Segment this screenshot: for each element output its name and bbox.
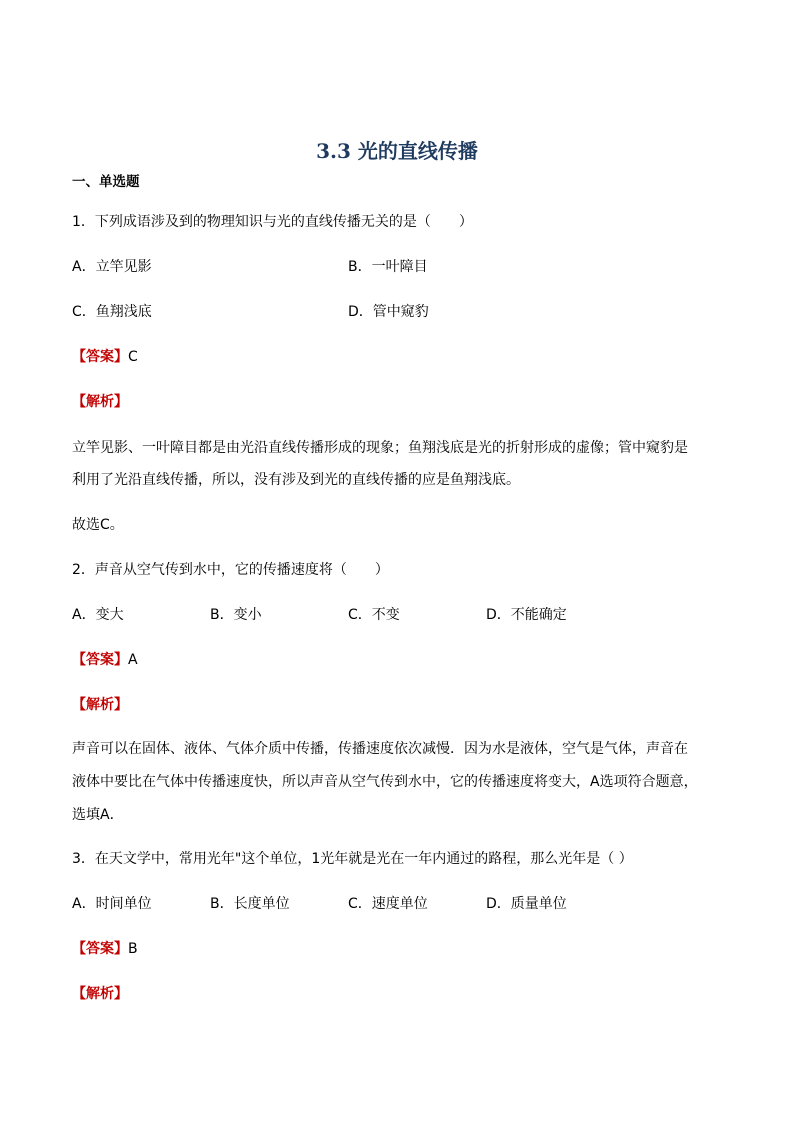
q3-option-d: D．质量单位: [486, 896, 567, 912]
q2-analysis-tag: 【解析】: [72, 697, 128, 713]
q2-answer: [72, 650, 138, 670]
q2-option-d: D．不能确定: [486, 607, 567, 623]
q2-option-b: B．变小: [210, 607, 262, 623]
q1-option-b: B．一叶障目: [348, 259, 428, 275]
question-2-text: 2．声音从空气传到水中，它的传播速度将（ ）: [72, 562, 389, 578]
q1-option-c: C．鱼翔浅底: [72, 304, 152, 320]
q1-answer-value: C: [128, 349, 138, 365]
q2-analysis-line-3: 选填A．: [72, 807, 124, 823]
q1-analysis-line-2: 利用了光沿直线传播，所以，没有涉及到光的直线传播的应是鱼翔浅底。: [72, 472, 520, 488]
q3-option-c: C．速度单位: [348, 896, 428, 912]
q2-analysis-line-1: 声音可以在固体、液体、气体介质中传播，传播速度依次减慢．因为水是液体，空气是气体，声音在: [72, 741, 688, 757]
q3-answer: [72, 939, 138, 959]
q3-option-b: B．长度单位: [210, 896, 290, 912]
q1-conclusion: 故选C。: [72, 517, 124, 533]
q1-answer: [72, 347, 138, 367]
q2-option-a: A．变大: [72, 607, 124, 623]
page-title: 3.3 光的直线传播: [316, 139, 478, 163]
answer-tag: 【答案】: [72, 941, 128, 957]
question-1-text: 1．下列成语涉及到的物理知识与光的直线传播无关的是（ ）: [72, 214, 473, 230]
q1-option-a: A．立竿见影: [72, 259, 152, 275]
q3-analysis-tag: 【解析】: [72, 986, 128, 1002]
q2-analysis-line-2: 液体中要比在气体中传播速度快，所以声音从空气传到水中，它的传播速度将变大，A选项符合题意，: [72, 774, 698, 790]
q1-analysis-line-1: 立竿见影、一叶障目都是由光沿直线传播形成的现象；鱼翔浅底是光的折射形成的虚像；管中窥豹是: [72, 440, 688, 456]
q1-analysis-tag: 【解析】: [72, 394, 128, 410]
q3-answer-value: B: [128, 941, 138, 957]
section-heading: 一、单选题: [72, 174, 140, 190]
answer-tag: 【答案】: [72, 349, 128, 365]
q2-option-c: C．不变: [348, 607, 400, 623]
question-3-text: 3．在天文学中，常用光年"这个单位，1光年就是光在一年内通过的路程，那么光年是（ ）: [72, 851, 633, 867]
q2-answer-value: A: [128, 652, 138, 668]
answer-tag: 【答案】: [72, 652, 128, 668]
q1-option-d: D．管中窥豹: [348, 304, 429, 320]
q3-option-a: A．时间单位: [72, 896, 152, 912]
